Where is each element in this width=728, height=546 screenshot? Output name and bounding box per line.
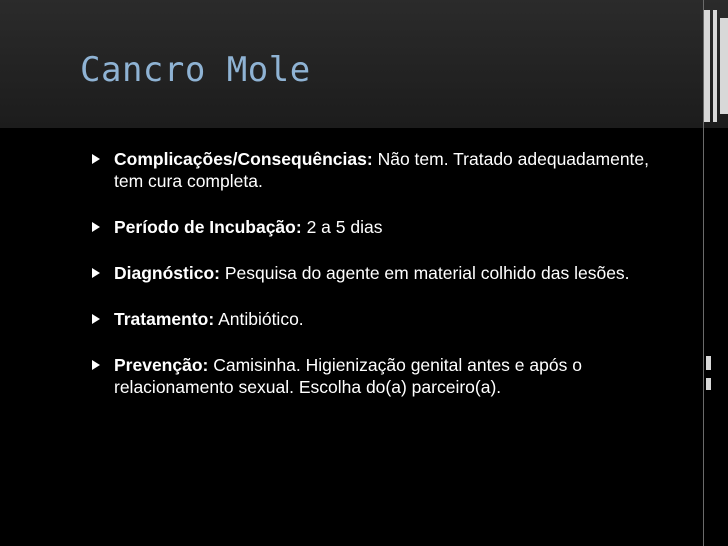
deco-bar [713,10,717,122]
bullet-term: Prevenção: [114,355,209,375]
list-item [92,262,682,284]
title-band [0,0,728,128]
bullet-text: Pesquisa do agente em material colhido das lesões. [224,263,630,283]
triangle-right-icon [92,222,100,232]
list-item [92,308,682,330]
bullet-text: Antibiótico. [218,309,304,329]
deco-bar [706,356,711,370]
decorative-side-bars [700,0,728,546]
bullet-term: Diagnóstico: [114,263,220,283]
bullet-list [92,148,682,422]
triangle-right-icon [92,360,100,370]
bullet-term: Complicações/Consequências: [114,149,373,169]
list-item [92,354,682,398]
list-item [92,216,682,238]
bullet-text: 2 a 5 dias [306,217,383,237]
triangle-right-icon [92,314,100,324]
deco-bar [704,10,710,122]
edge-line [703,0,704,546]
bullet-term: Tratamento: [114,309,215,329]
bullet-term: Período de Incubação: [114,217,302,237]
bullet-text: Não tem. Tratado adequadamente, tem cura completa. [114,149,650,191]
bullet-text: Camisinha. Higienização genital antes e após o relacionamento sexual. Escolha do(a) parceiro(a). [114,355,582,397]
list-item [92,148,682,192]
deco-bar [706,378,711,390]
deco-bar [720,18,728,114]
triangle-right-icon [92,154,100,164]
slide-title: Cancro Mole [80,50,311,90]
triangle-right-icon [92,268,100,278]
